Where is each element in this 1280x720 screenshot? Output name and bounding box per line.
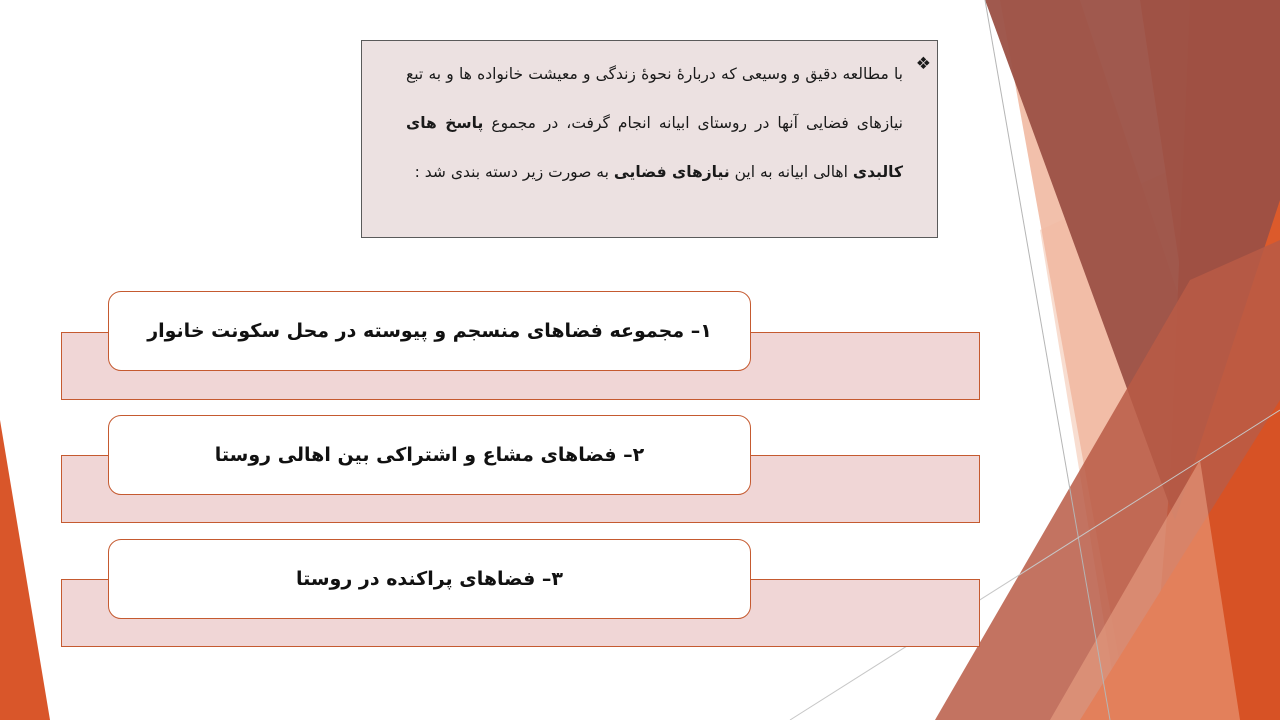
diamond-bullet-icon: ❖	[915, 54, 931, 74]
intro-text-3: به صورت زیر دسته بندی شد :	[414, 163, 609, 181]
intro-emphasis-2: نیازهای فضایی	[613, 163, 730, 181]
intro-text-2: اهالی ابیانه به این	[734, 163, 848, 181]
intro-emphasis-1: پاسخ های کالبدی	[406, 114, 903, 181]
item-card-1	[108, 291, 751, 371]
item-card-2	[108, 415, 751, 495]
bg-facet-left-orange	[0, 420, 50, 720]
intro-paragraph	[406, 50, 927, 197]
item-label-1: ۱– مجموعه فضاهای منسجم و پیوسته در محل سکونت خانوار	[147, 320, 712, 342]
item-label-2: ۲– فضاهای مشاع و اشتراکی بین اهالی روستا	[214, 444, 645, 466]
item-card-3	[108, 539, 751, 619]
intro-text-1: با مطالعه دقیق و وسیعی که دربارۀ نحوۀ زندگی و معیشت خانواده ها و به تبع نیازهای فضایی آنها در روستای ابیانه انجام گرفت، در مجموع	[406, 65, 903, 132]
intro-textbox	[361, 40, 938, 238]
item-label-3: ۳– فضاهای پراکنده در روستا	[295, 568, 564, 590]
